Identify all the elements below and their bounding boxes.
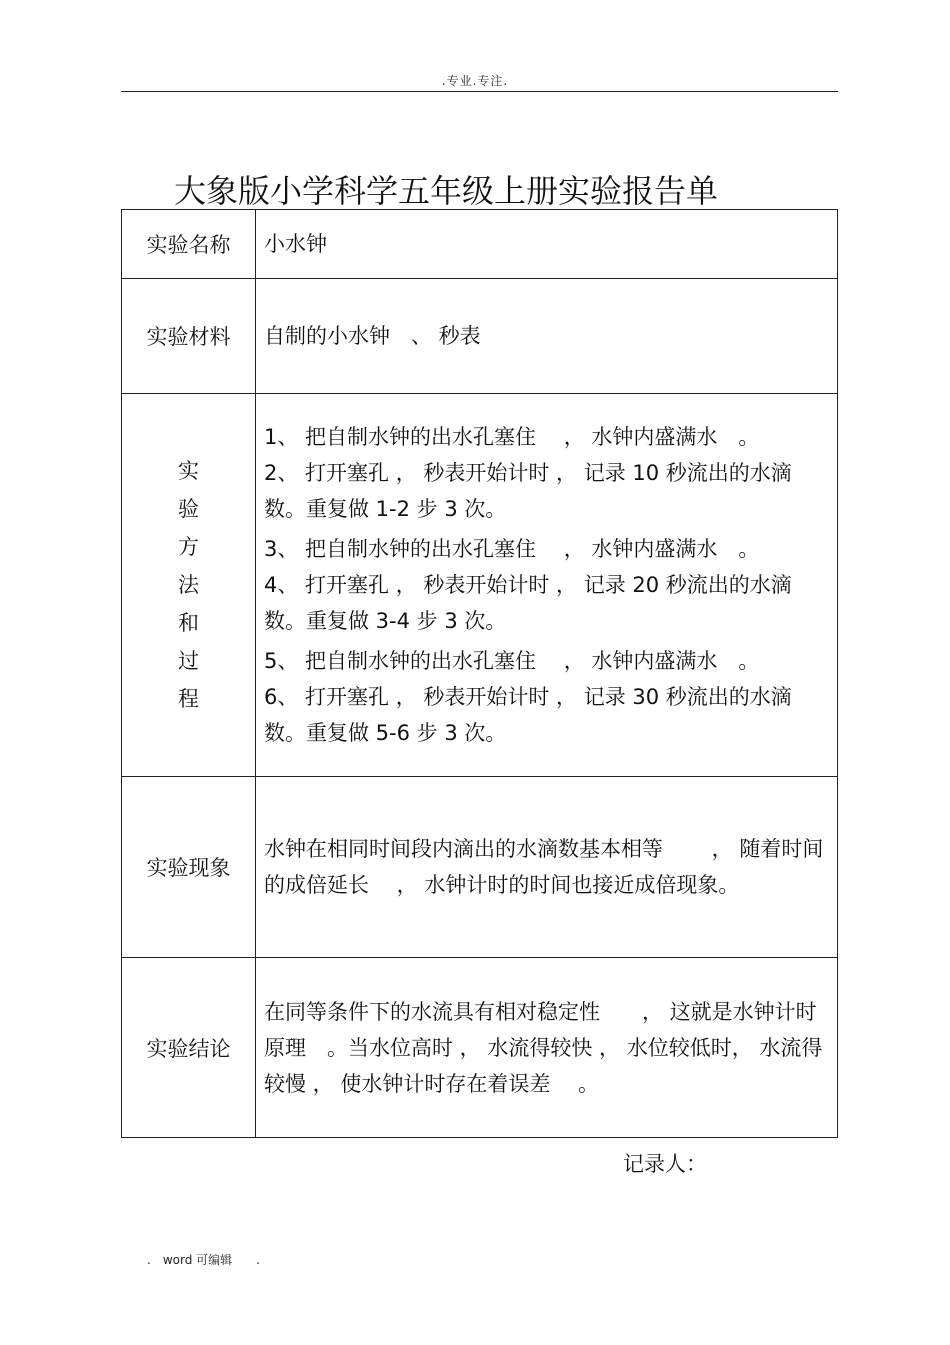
method-step: 1、 把自制水钟的出水孔塞住 ， 水钟内盛满水 。: [264, 425, 760, 449]
page-footer: . word 可编辑 .: [147, 1253, 260, 1267]
page-header: .专业.专注.: [441, 74, 509, 88]
method-label-char: 过: [178, 649, 199, 673]
method-step: 3、 把自制水钟的出水孔塞住 ， 水钟内盛满水 。: [264, 537, 760, 561]
method-label-char: 和: [178, 611, 199, 635]
label-experiment-phenomenon: 实验现象: [122, 777, 256, 958]
method-label-char: 验: [178, 497, 199, 521]
row-experiment-conclusion: [122, 958, 838, 1138]
method-step: 2、 打开塞孔 ， 秒表开始计时 ， 记录 10 秒流出的水滴数。重复做 1-2 步 3 次。: [264, 461, 792, 521]
header-rule: [121, 91, 838, 92]
row-experiment-name: [122, 210, 838, 279]
value-experiment-materials: 自制的小水钟 、 秒表: [256, 279, 838, 394]
value-experiment-conclusion: 在同等条件下的水流具有相对稳定性 ， 这就是水钟计时原理 。当水位高时 ， 水流得较快 ， 水位较低时， 水流得较慢 ， 使水钟计时存在着误差 。: [256, 958, 838, 1138]
label-experiment-materials: 实验材料: [122, 279, 256, 394]
method-label-char: 实: [178, 459, 199, 483]
label-experiment-conclusion: 实验结论: [122, 958, 256, 1138]
row-experiment-phenomenon: [122, 777, 838, 958]
method-step: 6、 打开塞孔 ， 秒表开始计时 ， 记录 30 秒流出的水滴数。重复做 5-6 步 3 次。: [264, 685, 792, 745]
method-step: 4、 打开塞孔 ， 秒表开始计时 ， 记录 20 秒流出的水滴数。重复做 3-4 步 3 次。: [264, 573, 792, 633]
label-experiment-method: [122, 394, 256, 777]
method-label-char: 程: [178, 687, 199, 711]
method-label-char: 法: [178, 573, 199, 597]
row-experiment-materials: [122, 279, 838, 394]
method-step: 5、 把自制水钟的出水孔塞住 ， 水钟内盛满水 。: [264, 649, 760, 673]
method-label-char: 方: [178, 535, 199, 559]
value-experiment-method: [256, 394, 838, 777]
value-experiment-name: 小水钟: [256, 210, 838, 279]
document-title: 大象版小学科学五年级上册实验报告单: [174, 172, 719, 210]
value-experiment-phenomenon: 水钟在相同时间段内滴出的水滴数基本相等 ， 随着时间的成倍延长 ， 水钟计时的时间也接近成倍现象。: [256, 777, 838, 958]
label-experiment-name: 实验名称: [122, 210, 256, 279]
recorder-label: 记录人：: [623, 1152, 707, 1176]
row-experiment-method: [122, 394, 838, 777]
experiment-report-table: [121, 209, 838, 1138]
